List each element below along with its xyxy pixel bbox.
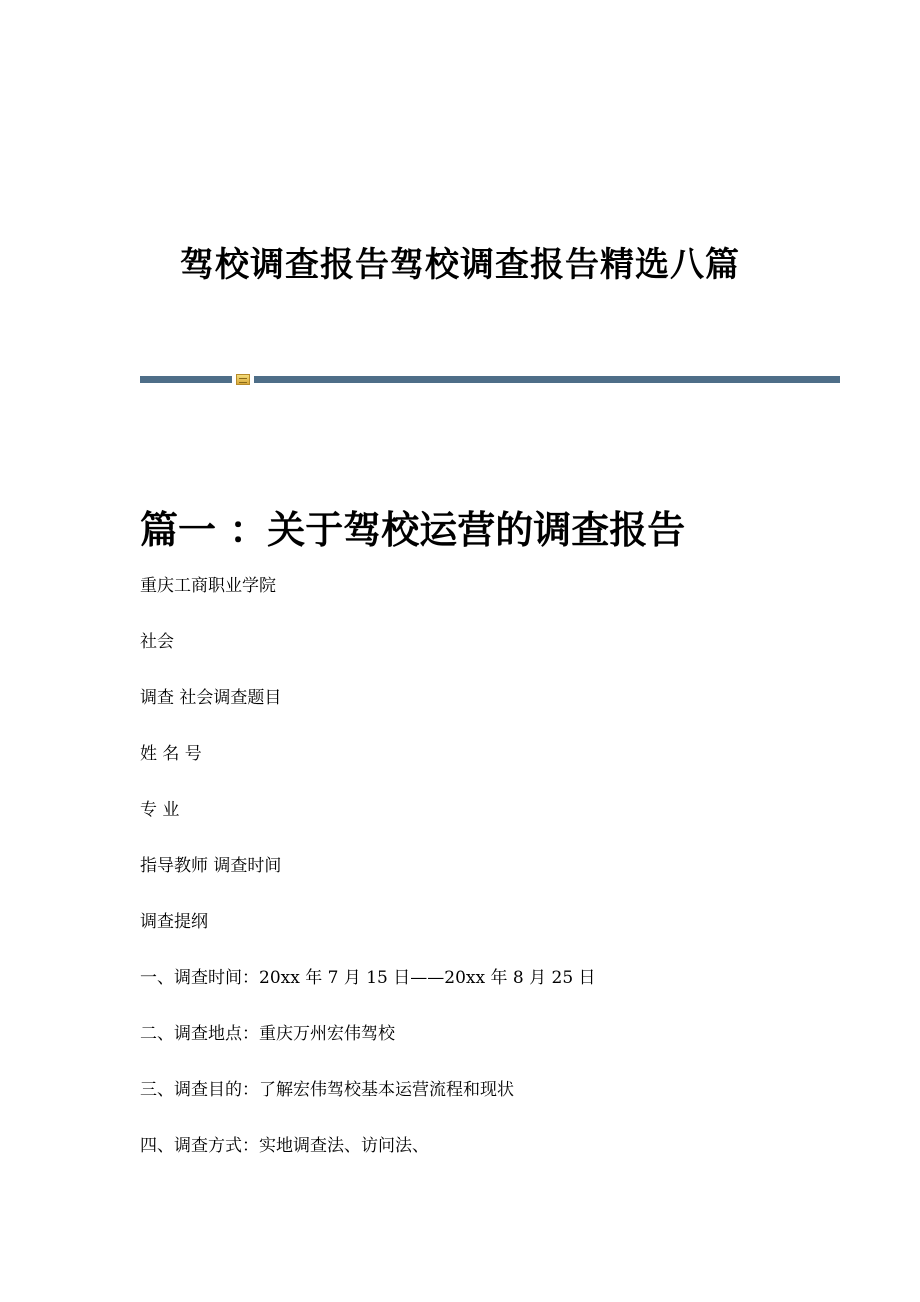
body-line-survey-location: 二、调查地点：重庆万州宏伟驾校	[140, 1024, 395, 1044]
body-line-school: 重庆工商职业学院	[140, 576, 276, 596]
divider-bar-right	[254, 376, 840, 383]
body-line-survey-method: 四、调查方式：实地调查法、访问法、	[140, 1136, 429, 1156]
body-line-major: 专 业	[140, 800, 180, 820]
document-title: 驾校调查报告驾校调查报告精选八篇	[180, 244, 740, 285]
divider-ornament-icon	[236, 374, 250, 385]
body-line-outline: 调查提纲	[140, 912, 208, 932]
body-line-survey-purpose: 三、调查目的：了解宏伟驾校基本运营流程和现状	[140, 1080, 514, 1100]
body-line-advisor: 指导教师 调查时间	[140, 856, 282, 876]
body-line-social: 社会	[140, 632, 174, 652]
body-line-survey-time: 一、调查时间：20xx 年 7 月 15 日——20xx 年 8 月 25 日	[140, 968, 596, 988]
divider-bar-left	[140, 376, 232, 383]
section-heading: 篇一 ：关于驾校运营的调查报告	[140, 507, 686, 552]
body-line-name: 姓 名 号	[140, 744, 202, 764]
title-divider	[140, 374, 840, 384]
body-line-survey-topic: 调查 社会调查题目	[140, 688, 282, 708]
